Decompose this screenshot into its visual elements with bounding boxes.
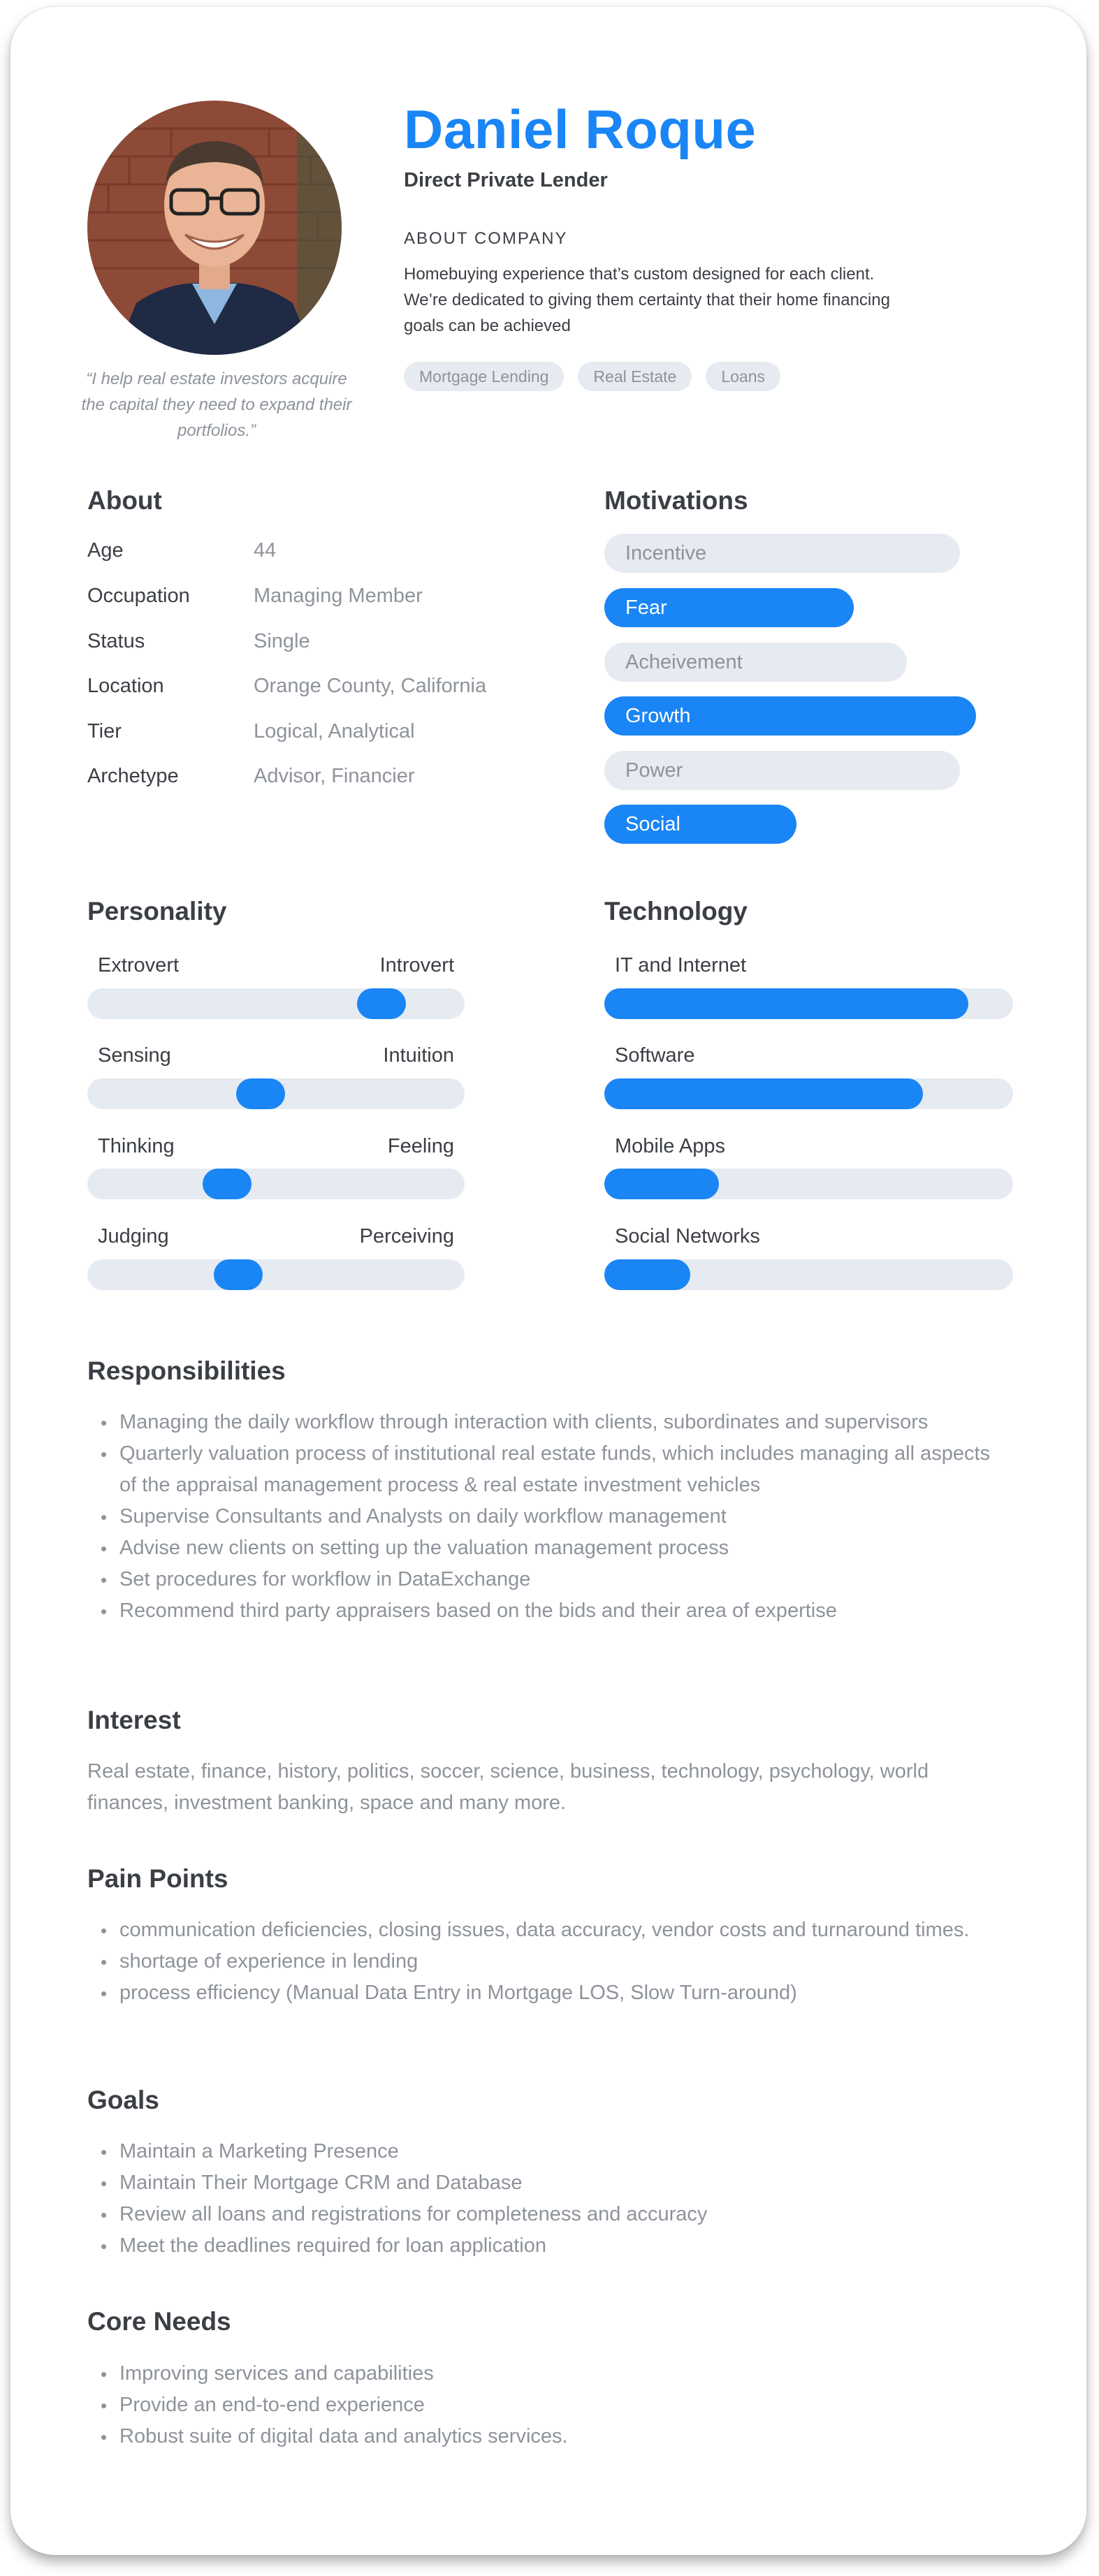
tag-mortgage-lending: Mortgage Lending	[404, 362, 564, 391]
tech-label: Software	[615, 1044, 695, 1067]
about-row-occupation	[87, 585, 548, 613]
about-label: Archetype	[87, 765, 179, 787]
about-title: About	[87, 486, 162, 515]
trait-track	[87, 1169, 465, 1199]
trait-knob	[357, 988, 406, 1019]
tech-label: Mobile Apps	[615, 1135, 725, 1157]
trait-knob	[236, 1078, 285, 1109]
about-label: Tier	[87, 720, 122, 742]
trait-right-label: Introvert	[379, 954, 454, 976]
trait-left-label: Thinking	[98, 1135, 175, 1157]
motivation-acheivement: Acheivement	[604, 643, 907, 682]
trait-left-label: Sensing	[98, 1044, 171, 1067]
about-label: Location	[87, 675, 164, 697]
interest-text: Real estate, finance, history, politics, soccer, science, business, technology, psychology, world finances, investment banking, space and many more.	[87, 1760, 929, 1814]
list-item: Set procedures for workflow in DataExchange	[87, 1564, 1010, 1595]
trait-knob	[214, 1259, 263, 1290]
trait-track	[87, 988, 465, 1019]
about-value: Managing Member	[254, 585, 423, 607]
tech-label: IT and Internet	[615, 954, 747, 976]
trait-right-label: Feeling	[387, 1135, 454, 1157]
tech-track	[604, 1078, 1013, 1109]
persona-name: Daniel Roque	[404, 98, 757, 160]
list-item: Quarterly valuation process of institutional real estate funds, which includes managing all aspects of the appraisal management process & real estate investment vehicles	[87, 1438, 1010, 1501]
trait-right-label: Perceiving	[359, 1225, 454, 1247]
list-item: Recommend third party appraisers based on the bids and their area of expertise	[87, 1595, 1010, 1627]
list-item: Maintain Their Mortgage CRM and Database	[87, 2167, 1010, 2199]
tech-track	[604, 1169, 1013, 1199]
tag-list	[404, 362, 780, 391]
tech-fill	[604, 988, 968, 1019]
list-item: communication deficiencies, closing issues, data accuracy, vendor costs and turnaround times.	[87, 1915, 1010, 1946]
about-label: Occupation	[87, 585, 190, 607]
about-label: Age	[87, 539, 124, 562]
list-item: Maintain a Marketing Presence	[87, 2136, 1010, 2167]
tech-label: Social Networks	[615, 1225, 760, 1247]
core-needs-title: Core Needs	[87, 2307, 231, 2336]
interest-title: Interest	[87, 1706, 181, 1734]
list-item: Provide an end-to-end experience	[87, 2390, 1010, 2421]
avatar-photo-icon	[87, 101, 342, 355]
tech-fill	[604, 1169, 719, 1199]
motivation-fear: Fear	[604, 588, 854, 627]
about-value: Logical, Analytical	[254, 720, 415, 742]
tag-real-estate: Real Estate	[578, 362, 692, 391]
list-item: Meet the deadlines required for loan application	[87, 2230, 1010, 2262]
responsibilities-list	[87, 1407, 1010, 1627]
persona-quote: “I help real estate investors acquire the capital they need to expand their portfolios.”	[81, 369, 352, 440]
list-item: Robust suite of digital data and analytics services.	[87, 2421, 1010, 2452]
about-value: 44	[254, 539, 277, 562]
list-item: Supervise Consultants and Analysts on daily workflow management	[87, 1501, 1010, 1532]
tech-track	[604, 988, 1013, 1019]
tech-fill	[604, 1078, 923, 1109]
list-item: process efficiency (Manual Data Entry in Mortgage LOS, Slow Turn-around)	[87, 1977, 1010, 2009]
trait-left-label: Extrovert	[98, 954, 180, 976]
list-item: Advise new clients on setting up the valuation management process	[87, 1532, 1010, 1564]
about-value: Single	[254, 630, 310, 652]
about-value: Orange County, California	[254, 675, 487, 697]
about-row-location	[87, 675, 548, 703]
list-item: shortage of experience in lending	[87, 1946, 1010, 1977]
tech-fill	[604, 1259, 690, 1290]
tag-loans: Loans	[706, 362, 780, 391]
responsibilities-title: Responsibilities	[87, 1356, 286, 1385]
motivation-growth: Growth	[604, 696, 976, 736]
list-item: Improving services and capabilities	[87, 2358, 1010, 2390]
about-row-age	[87, 539, 548, 567]
about-row-tier	[87, 720, 548, 748]
about-row-archetype	[87, 765, 548, 793]
tech-track	[604, 1259, 1013, 1290]
technology-title: Technology	[604, 897, 748, 925]
motivations-title: Motivations	[604, 486, 748, 515]
about-label: Status	[87, 630, 145, 652]
about-row-status	[87, 630, 548, 658]
core-needs-list	[87, 2358, 1010, 2452]
persona-role: Direct Private Lender	[404, 169, 608, 191]
trait-left-label: Judging	[98, 1225, 169, 1247]
about-value: Advisor, Financier	[254, 765, 415, 787]
avatar	[87, 101, 342, 355]
about-company-text: Homebuying experience that’s custom designed for each client. We’re dedicated to giving them certainty that their home financing goals can be achieved	[404, 265, 890, 335]
list-item: Review all loans and registrations for completeness and accuracy	[87, 2199, 1010, 2230]
about-company-label: ABOUT COMPANY	[404, 229, 568, 248]
motivation-social: Social	[604, 805, 796, 844]
trait-track	[87, 1078, 465, 1109]
motivation-incentive: Incentive	[604, 534, 960, 573]
pain-points-list	[87, 1915, 1010, 2009]
trait-track	[87, 1259, 465, 1290]
goals-title: Goals	[87, 2086, 159, 2114]
motivation-power: Power	[604, 751, 960, 790]
goals-list	[87, 2136, 1010, 2262]
pain-points-title: Pain Points	[87, 1864, 228, 1893]
trait-right-label: Intuition	[383, 1044, 454, 1067]
trait-knob	[203, 1169, 252, 1199]
personality-title: Personality	[87, 897, 227, 925]
list-item: Managing the daily workflow through interaction with clients, subordinates and supervisors	[87, 1407, 1010, 1438]
